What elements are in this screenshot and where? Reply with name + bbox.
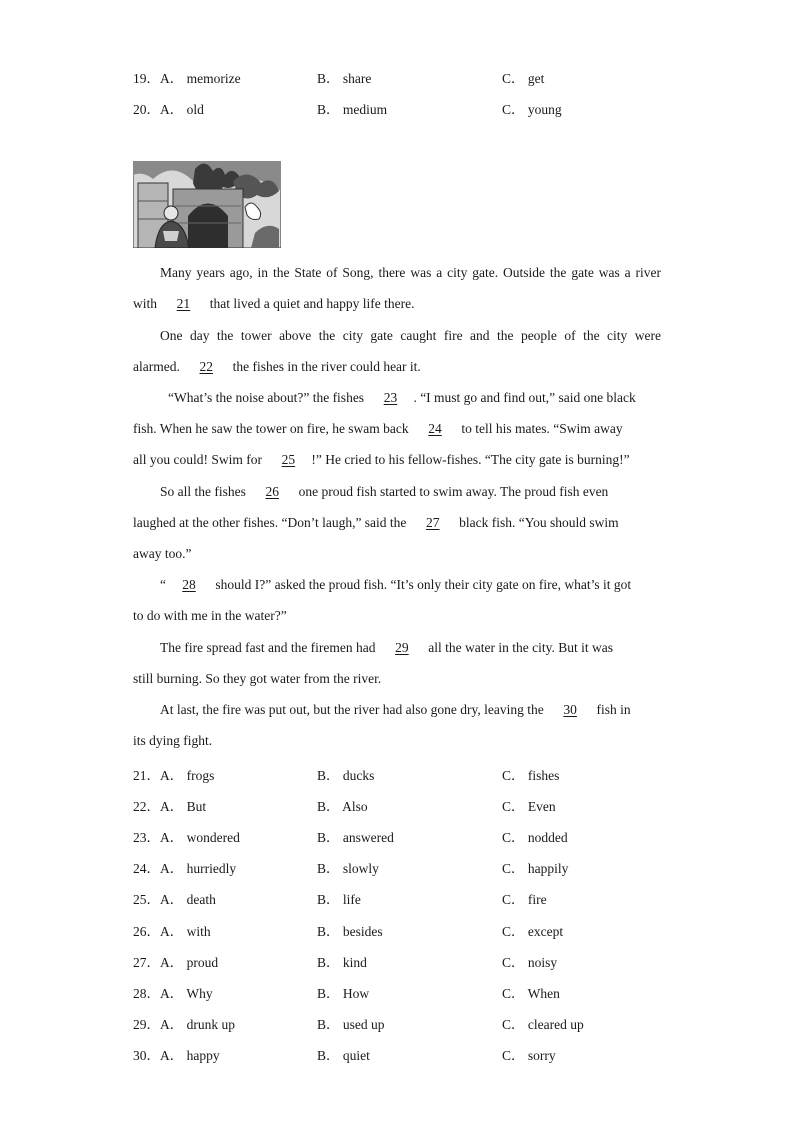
- question-number: 22．: [133, 799, 160, 814]
- option-b[interactable]: B． answered: [317, 830, 394, 845]
- option-c[interactable]: C． happily: [502, 861, 569, 876]
- option-a[interactable]: [133, 920, 211, 940]
- text: laughed at the other fishes. “Don’t laugh,” said the: [133, 515, 407, 530]
- blank-21[interactable]: 21: [176, 296, 191, 311]
- question-number: 30．: [133, 1048, 160, 1063]
- question-number: 24．: [133, 861, 160, 876]
- option-a[interactable]: [133, 857, 236, 877]
- text: At last, the fire was put out, but the river had also gone dry, leaving the: [160, 702, 544, 717]
- question-options: [133, 888, 693, 908]
- option-c[interactable]: C． noisy: [502, 955, 558, 970]
- question-19-option-c: C． get: [502, 71, 545, 86]
- text: “: [160, 577, 166, 592]
- passage-line: [160, 484, 661, 500]
- question-20-option-b: B． medium: [317, 102, 388, 117]
- option-text: A． happy: [160, 1048, 220, 1063]
- option-text: A． wondered: [160, 830, 240, 845]
- option-text: A． proud: [160, 955, 219, 970]
- passage-line: [133, 359, 661, 375]
- passage-line: to do with me in the water?”: [133, 608, 287, 623]
- question-options: [133, 857, 693, 877]
- passage-line: its dying fight.: [133, 733, 213, 748]
- option-c[interactable]: C． cleared up: [502, 1017, 584, 1032]
- option-b[interactable]: B． ducks: [317, 768, 375, 783]
- option-b[interactable]: B． kind: [317, 955, 367, 970]
- text: all you could! Swim for: [133, 452, 262, 467]
- option-a[interactable]: [133, 795, 206, 815]
- option-b[interactable]: B． Also: [317, 799, 368, 814]
- passage-line: [133, 296, 661, 312]
- option-b[interactable]: B． used up: [317, 1017, 385, 1032]
- option-text: A． death: [160, 892, 216, 907]
- passage-line: [160, 640, 661, 656]
- story-illustration: [133, 161, 281, 248]
- option-b[interactable]: B． How: [317, 986, 370, 1001]
- text: should I?” asked the proud fish. “It’s only their city gate on fire, what’s it got: [215, 577, 632, 592]
- option-text: A． Why: [160, 986, 213, 1001]
- passage-line: [133, 452, 661, 468]
- question-number: 21．: [133, 768, 160, 783]
- text: . “I must go and find out,” said one black: [413, 390, 636, 405]
- passage-line: [133, 515, 661, 531]
- blank-24[interactable]: 24: [428, 421, 442, 436]
- option-c[interactable]: C． When: [502, 986, 560, 1001]
- text: that lived a quiet and happy life there.: [209, 296, 415, 311]
- text: “What’s the noise about?” the fishes: [168, 390, 365, 405]
- question-19-options: [133, 67, 693, 87]
- question-options: [133, 920, 693, 940]
- text: the fishes in the river could hear it.: [232, 359, 421, 374]
- question-number: 28．: [133, 986, 160, 1001]
- passage-line: away too.”: [133, 546, 192, 561]
- passage-line: still burning. So they got water from the river.: [133, 671, 382, 686]
- text: all the water in the city. But it was: [428, 640, 613, 655]
- question-options: [133, 826, 693, 846]
- blank-30[interactable]: 30: [563, 702, 577, 717]
- text: The fire spread fast and the firemen had: [160, 640, 376, 655]
- option-c[interactable]: C． nodded: [502, 830, 568, 845]
- question-number: 19．: [133, 71, 160, 86]
- question-options: [133, 951, 693, 971]
- option-a[interactable]: [133, 951, 218, 971]
- option-a[interactable]: [133, 764, 214, 784]
- option-text: A． drunk up: [160, 1017, 235, 1032]
- text: one proud fish started to swim away. The proud fish even: [298, 484, 609, 499]
- option-text: A． with: [160, 924, 211, 939]
- option-a[interactable]: [133, 1044, 220, 1064]
- passage-line: One day the tower above the city gate caught fire and the people of the city were: [160, 328, 661, 343]
- text: alarmed.: [133, 359, 180, 374]
- option-c[interactable]: C． fire: [502, 892, 547, 907]
- question-options: [133, 1013, 693, 1033]
- passage-line: [160, 577, 661, 593]
- option-a[interactable]: [133, 1013, 235, 1033]
- blank-25[interactable]: 25: [281, 452, 296, 467]
- option-c[interactable]: C． fishes: [502, 768, 560, 783]
- question-number: 20．: [133, 102, 160, 117]
- option-text: A． hurriedly: [160, 861, 237, 876]
- option-a[interactable]: [133, 982, 213, 1002]
- passage-line: Many years ago, in the State of Song, there was a city gate. Outside the gate was a river: [160, 265, 661, 280]
- text: fish. When he saw the tower on fire, he swam back: [133, 421, 409, 436]
- question-number: 23．: [133, 830, 160, 845]
- passage-line: [168, 390, 661, 406]
- question-20-option-c: C． young: [502, 102, 562, 117]
- text: black fish. “You should swim: [459, 515, 619, 530]
- option-text: A． But: [160, 799, 207, 814]
- text: So all the fishes: [160, 484, 246, 499]
- option-c[interactable]: C． except: [502, 924, 564, 939]
- question-number: 26．: [133, 924, 160, 939]
- blank-27[interactable]: 27: [426, 515, 440, 530]
- question-20-options: [133, 98, 693, 118]
- text: to tell his mates. “Swim away: [461, 421, 623, 436]
- text: with: [133, 296, 158, 311]
- option-b[interactable]: B． besides: [317, 924, 383, 939]
- question-options: [133, 982, 693, 1002]
- question-options: [133, 1044, 693, 1064]
- passage-line: [133, 421, 661, 437]
- blank-28[interactable]: 28: [182, 577, 196, 592]
- option-b[interactable]: B． quiet: [317, 1048, 370, 1063]
- question-20-option-a: [133, 98, 204, 118]
- question-options: [133, 764, 693, 784]
- blank-26[interactable]: 26: [265, 484, 279, 499]
- blank-23[interactable]: 23: [383, 390, 398, 405]
- option-c[interactable]: C． sorry: [502, 1048, 556, 1063]
- question-number: 25．: [133, 892, 160, 907]
- question-options: [133, 795, 693, 815]
- blank-29[interactable]: 29: [395, 640, 409, 655]
- option-a[interactable]: [133, 826, 240, 846]
- text: !” He cried to his fellow-fishes. “The city gate is burning!”: [311, 452, 630, 467]
- question-number: 29．: [133, 1017, 160, 1032]
- option-a[interactable]: [133, 888, 216, 908]
- option-b[interactable]: B． slowly: [317, 861, 379, 876]
- question-number: 27．: [133, 955, 160, 970]
- question-19-option-a: [133, 67, 241, 87]
- question-19-option-b: B． share: [317, 71, 372, 86]
- option-text: A． frogs: [160, 768, 215, 783]
- option-b[interactable]: B． life: [317, 892, 361, 907]
- option-text: A． memorize: [160, 71, 241, 86]
- option-c[interactable]: C． Even: [502, 799, 556, 814]
- passage-line: [160, 702, 661, 718]
- text: fish in: [596, 702, 631, 717]
- option-text: A． old: [160, 102, 204, 117]
- blank-22[interactable]: 22: [199, 359, 213, 374]
